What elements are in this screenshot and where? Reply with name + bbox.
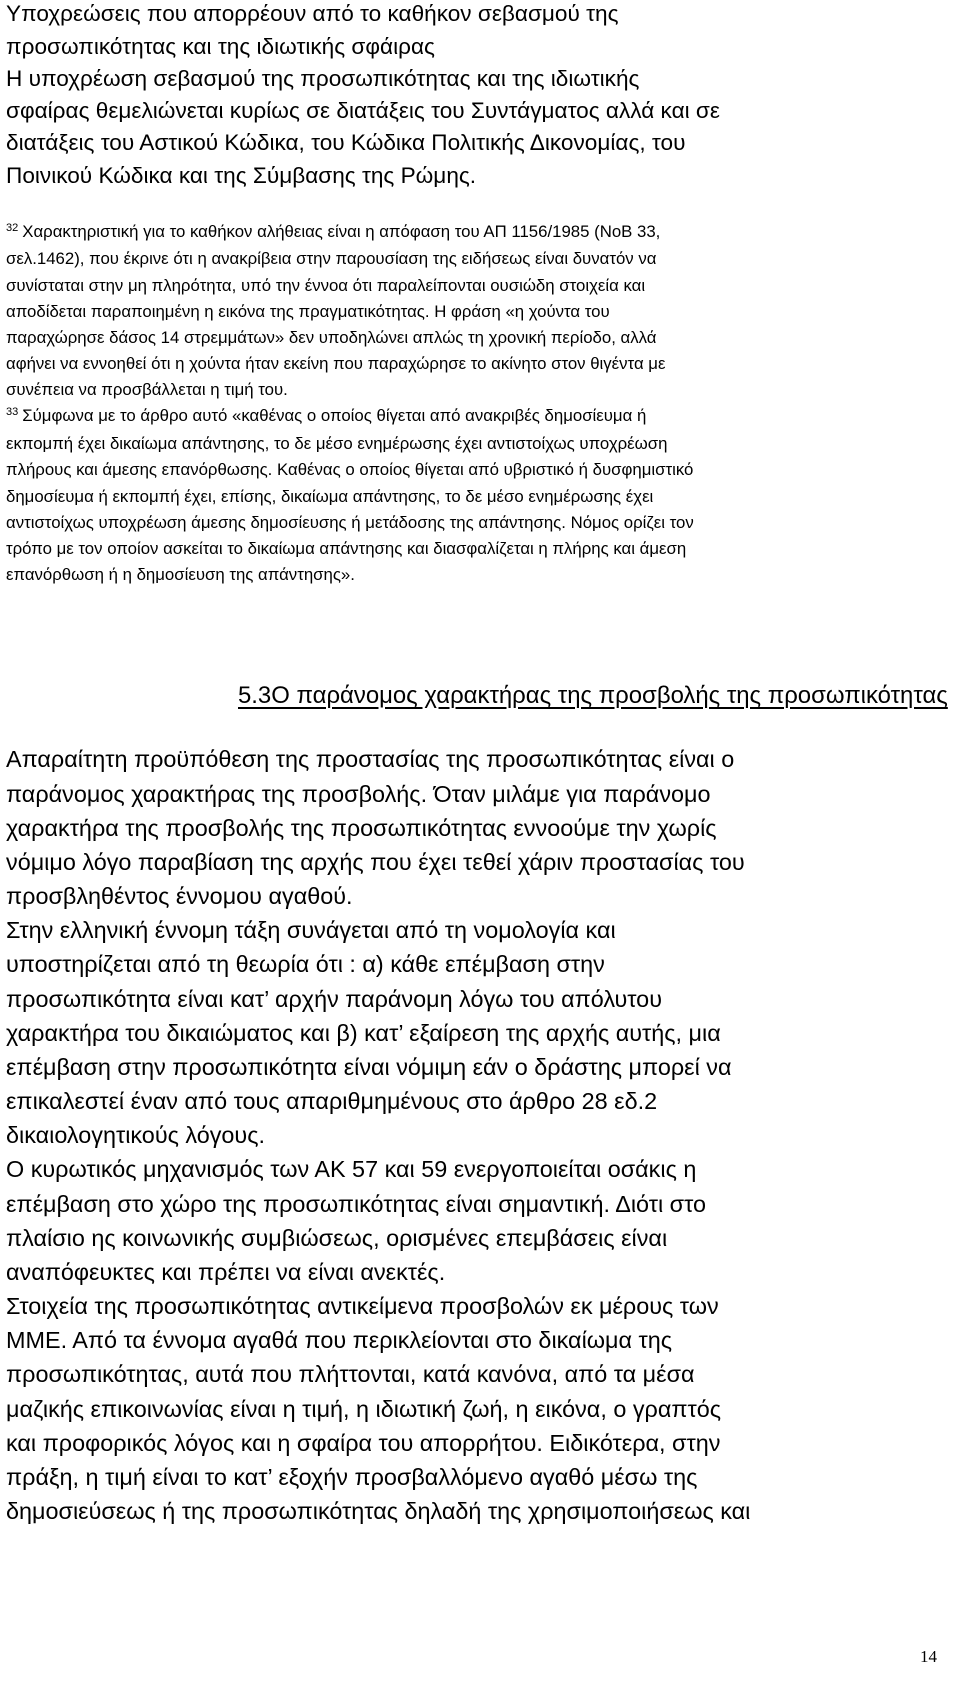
text-line: Απαραίτητη προϋπόθεση της προστασίας της προσωπικότητας είναι ο [6, 746, 735, 772]
text-line: χαρακτήρα του δικαιώματος και β) κατ’ εξαίρεση της αρχής αυτής, μια [6, 1020, 721, 1046]
text-line [6, 222, 660, 242]
text-line: επέμβαση στην προσωπικότητα είναι νόμιμη εάν ο δράστης μπορεί να [6, 1054, 732, 1080]
text-line: συνίσταται στην μη πληρότητα, υπό την έννοα ότι παραλείπονται ουσιώδη στοιχεία και [6, 276, 646, 295]
text-line: δημοσίευμα ή εκπομπή έχει, επίσης, δικαίωμα απάντησης, το δε μέσο ενημέρωσης έχει [6, 487, 654, 506]
text-line: ΜΜΕ. Από τα έννομα αγαθά που περικλείονται στο δικαίωμα της [6, 1327, 673, 1353]
text-line: δικαιολογητικούς λόγους. [6, 1122, 265, 1148]
text-line: υποστηρίζεται από τη θεωρία ότι : α) κάθε επέμβαση στην [6, 951, 605, 977]
footnote-text: Χαρακτηριστική για το καθήκον αλήθειας είναι η απόφαση του ΑΠ 1156/1985 (ΝοΒ 33, [22, 222, 661, 241]
text-line: πράξη, η τιμή είναι το κατ’ εξοχήν προσβαλλόμενο αγαθό μέσω της [6, 1464, 698, 1490]
text-line: Ο κυρωτικός μηχανισμός των ΑΚ 57 και 59 ενεργοποιείται οσάκις η [6, 1156, 697, 1182]
text-line: Ποινικού Κώδικα και της Σύμβασης της Ρώμης. [6, 163, 477, 188]
text-line: αναπόφευκτες και πρέπει να είναι ανεκτές. [6, 1259, 446, 1285]
text-line: νόμιμο λόγο παραβίαση της αρχής που έχει τεθεί χάριν προστασίας του [6, 849, 745, 875]
text-line: εκπομπή έχει δικαίωμα απάντησης, το δε μέσο ενημέρωσης έχει αντιστοίχως υποχρέωση [6, 434, 668, 453]
page-number: 14 [920, 1647, 937, 1666]
text-line: χαρακτήρα της προσβολής της προσωπικότητας εννοούμε την χωρίς [6, 815, 717, 841]
text-line: προσωπικότητας, αυτά που πλήττονται, κατά κανόνα, από τα μέσα [6, 1361, 695, 1387]
footnote-marker: 33 [6, 405, 19, 418]
text-line: σφαίρας θεμελιώνεται κυρίως σε διατάξεις του Συντάγματος αλλά και σε [6, 98, 720, 123]
text-line: πλήρους και άμεσης επανόρθωσης. Καθένας ο οποίος θίγεται από υβριστικό ή δυσφημιστικό [6, 460, 694, 479]
text-line: Υποχρεώσεις που απορρέουν από το καθήκον σεβασμού της [6, 1, 619, 26]
text-line: προσωπικότητας και της ιδιωτικής σφάιρας [6, 34, 435, 59]
text-line: Στοιχεία της προσωπικότητας αντικείμενα προσβολών εκ μέρους των [6, 1293, 719, 1319]
text-line: Η υποχρέωση σεβασμού της προσωπικότητας και της ιδιωτικής [6, 66, 640, 91]
text-line: επανόρθωση ή η δημοσίευση της απάντησης». [6, 565, 355, 584]
text-line: διατάξεις του Αστικού Κώδικα, του Κώδικα Πολιτικής Δικονομίας, του [6, 130, 686, 155]
text-line: Στην ελληνική έννομη τάξη συνάγεται από τη νομολογία και [6, 917, 616, 943]
text-line: προσωπικότητα είναι κατ’ αρχήν παράνομη λόγω του απόλυτου [6, 986, 662, 1012]
text-line: επέμβαση στο χώρο της προσωπικότητας είναι σημαντική. Διότι στο [6, 1191, 706, 1217]
text-line: δημοσιεύσεως ή της προσωπικότητας δηλαδή της χρησιμοποιήσεως και [6, 1498, 751, 1524]
text-line: επικαλεστεί έναν από τους απαριθμημένους στο άρθρο 28 εδ.2 [6, 1088, 658, 1114]
text-line: αποδίδεται παραποιημένη η εικόνα της πραγματικότητας. Η φράση «η χούντα του [6, 302, 610, 321]
section-heading: 5.3Ο παράνομος χαρακτήρας της προσβολής της προσωπικότητας [238, 682, 948, 709]
text-line: παραχώρησε δάσος 14 στρεμμάτων» δεν υποδηλώνει απλώς τη χρονική περίοδο, αλλά [6, 328, 657, 347]
text-line [6, 406, 646, 426]
text-line: συνέπεια να προσβάλλεται η τιμή του. [6, 380, 288, 399]
text-line: και προφορικός λόγος και η σφαίρα του απορρήτου. Ειδικότερα, στην [6, 1430, 721, 1456]
text-line: αφήνει να εννοηθεί ότι η χούντα ήταν εκείνη που παραχώρησε το ακίνητο στον θιγέντα με [6, 354, 666, 373]
text-line: παράνομος χαρακτήρας της προσβολής. Όταν μιλάμε για παράνομο [6, 781, 711, 807]
text-line: σελ.1462), που έκρινε ότι η ανακρίβεια στην παρουσίαση της ειδήσεως είναι δυνατόν να [6, 249, 657, 268]
footnote-text: Σύμφωνα με το άρθρο αυτό «καθένας ο οποίος θίγεται από ανακριβές δημοσίευμα ή [22, 406, 647, 425]
text-line: τρόπο με τον οποίον ασκείται το δικαίωμα απάντησης και διασφαλίζεται η πλήρης και άμεση [6, 539, 687, 558]
footnote-marker: 32 [6, 221, 19, 234]
text-line: προσβληθέντος έννομου αγαθού. [6, 883, 353, 909]
text-line: πλαίσιο ης κοινωνικής συμβιώσεως, ορισμένες επεμβάσεις είναι [6, 1225, 668, 1251]
text-line: αντιστοίχως υποχρέωση άμεσης δημοσίευσης ή μετάδοσης της απάντησης. Νόμος ορίζει τον [6, 513, 694, 532]
text-line: μαζικής επικοινωνίας είναι η τιμή, η ιδιωτική ζωή, η εικόνα, ο γραπτός [6, 1396, 722, 1422]
